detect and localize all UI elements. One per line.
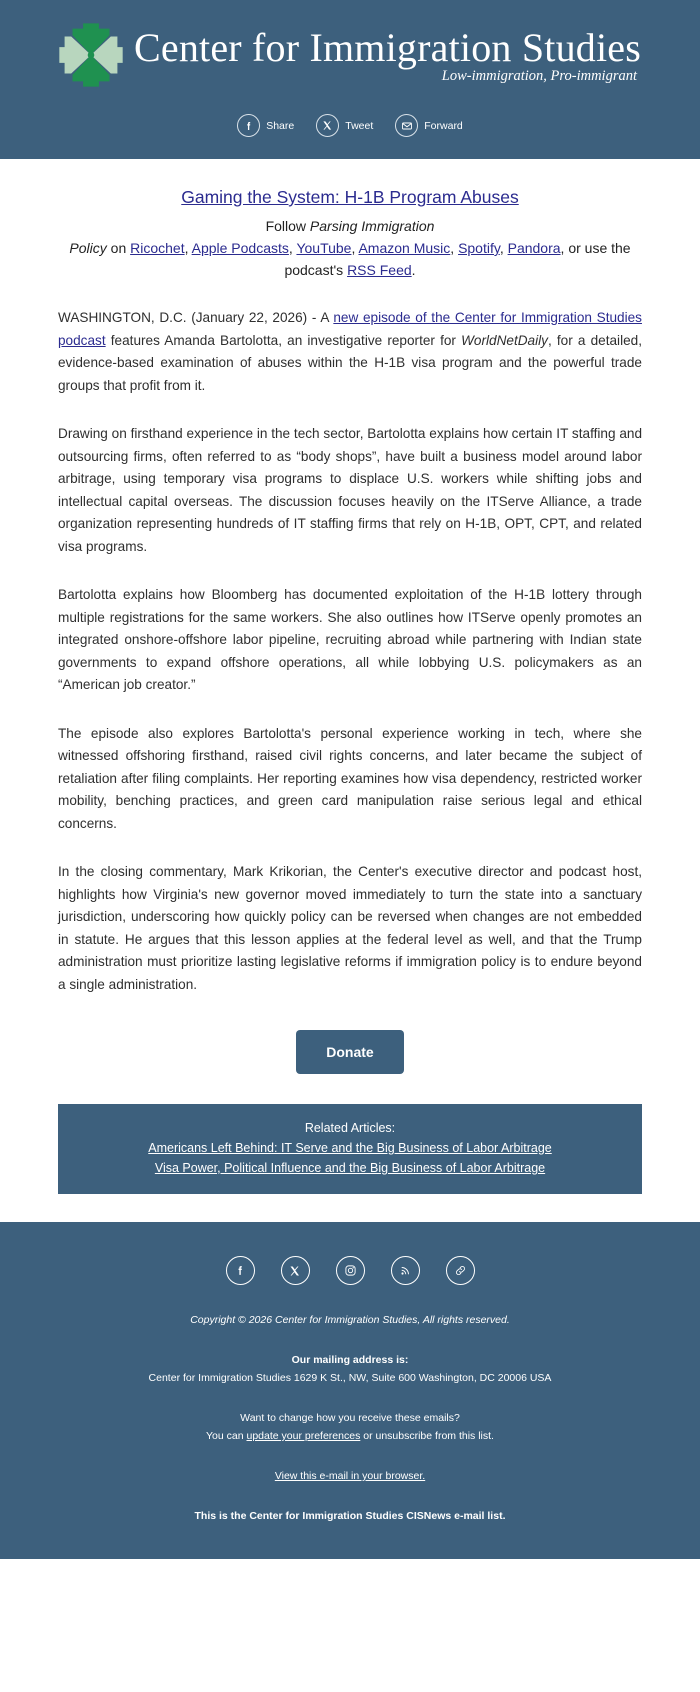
new-episode-link[interactable]: new episode of the Center for Immigration Studies podcast — [58, 310, 642, 348]
share-facebook-label: Share — [266, 119, 295, 132]
preferences-block — [40, 1409, 660, 1445]
share-facebook-button[interactable] — [237, 114, 294, 137]
share-tweet-label: Tweet — [345, 119, 374, 132]
mailing-address-value: Center for Immigration Studies 1629 K St., NW, Suite 600 Washington, DC 20006 USA — [148, 1372, 552, 1384]
platform-link-pandora[interactable]: Pandora — [507, 240, 561, 256]
list-identification-text: This is the Center for Immigration Studies CISNews e-mail list. — [194, 1510, 506, 1522]
share-forward-label: Forward — [424, 119, 463, 132]
p1-publication: WorldNetDaily — [461, 332, 548, 348]
platform-link-ricochet[interactable]: Ricochet — [130, 240, 185, 256]
email-header — [0, 0, 700, 159]
related-articles-title: Related Articles: — [304, 1121, 396, 1135]
preferences-prefix: You can — [206, 1430, 247, 1442]
preferences-line — [40, 1427, 660, 1445]
related-articles-box — [58, 1104, 642, 1194]
preferences-suffix: or unsubscribe from this list. — [360, 1430, 494, 1442]
footer-rss-icon[interactable] — [391, 1256, 420, 1285]
preferences-question: Want to change how you receive these emails? — [240, 1412, 460, 1424]
brand-block — [0, 22, 700, 88]
cis-four-arrow-logo-icon — [58, 22, 124, 88]
email-footer — [0, 1222, 700, 1559]
share-bar — [0, 88, 700, 159]
paragraph-5: In the closing commentary, Mark Krikorian, the Center's executive director and podcast host, highlights how Virginia's new governor moved immediately to turn the state into a sanctuary jurisdiction, underscoring how quickly policy can be reversed when changes are not embedded in statute. He argues that this lesson applies at the federal level as well, and that the Trump administration must prioritize lasting legislative reforms if immigration policy is to endure beyond a single administration. — [58, 864, 642, 992]
footer-instagram-icon[interactable] — [336, 1256, 365, 1285]
p1-lead: WASHINGTON, D.C. (January 22, 2026) - A — [58, 310, 334, 325]
related-article-link-1[interactable]: Americans Left Behind: IT Serve and the Big Business of Labor Arbitrage — [148, 1141, 552, 1155]
article-headline-link[interactable]: Gaming the System: H-1B Program Abuses — [181, 187, 519, 207]
brand-tagline: Low-immigration, Pro-immigrant — [441, 67, 638, 84]
article-body — [0, 159, 700, 1104]
mailing-address-label: Our mailing address is: — [291, 1354, 409, 1366]
platform-link-apple-podcasts[interactable]: Apple Podcasts — [191, 240, 289, 256]
podcast-policy-word: Policy — [69, 240, 107, 256]
paragraph-1 — [58, 307, 642, 397]
donate-section — [58, 996, 642, 1104]
podcast-name: Parsing Immigration — [309, 218, 435, 234]
p1-mid: features Amanda Bartolotta, an investigative reporter for — [105, 332, 462, 348]
brand-text — [134, 26, 641, 85]
view-in-browser-block — [40, 1467, 660, 1485]
follow-prefix: Follow — [265, 218, 310, 234]
brand-name: Center for Immigration Studies — [134, 24, 642, 70]
platform-link-youtube[interactable]: YouTube — [296, 240, 352, 256]
paragraph-4: The episode also explores Bartolotta's personal experience working in tech, where she witnessed offshoring firsthand, raised civil rights concerns, and later became the subject of retaliation after filing complaints. Her reporting examines how visa dependency, restricted worker mobility, benching practices, and green card manipulation raise serious legal and ethical concerns. — [58, 725, 642, 831]
footer-link-icon[interactable] — [446, 1256, 475, 1285]
paragraph-3: Bartolotta explains how Bloomberg has documented exploitation of the H-1B lottery through multiple registrations for the same workers. She also outlines how ITServe openly promotes an integrated onshore-offshore labor pipeline, recruiting abroad while partnering with Indian state governments to expand offshore operations, all while lobbying U.S. policymakers as an “American job creator.” — [58, 587, 642, 692]
footer-facebook-icon[interactable] — [226, 1256, 255, 1285]
rss-feed-link[interactable]: RSS Feed — [347, 262, 412, 278]
donate-button[interactable]: Donate — [296, 1030, 403, 1074]
facebook-icon — [237, 114, 260, 137]
envelope-icon — [395, 114, 418, 137]
platform-link-spotify[interactable]: Spotify — [458, 240, 500, 256]
paragraph-2: Drawing on firsthand experience in the tech sector, Bartolotta explains how certain IT staffing and outsourcing firms, often referred to as “body shops”, have built a business model around labor arbitrage, using temporary visa programs to displace U.S. workers while shifting jobs and intellectual capital overseas. The discussion focuses heavily on the ITServe Alliance, a trade organization representing hundreds of IT staffing firms that rely on H-1B, OPT, CPT, and related visa programs. — [58, 426, 642, 554]
footer-social-row — [40, 1256, 660, 1285]
p1-tail: , for a detailed, evidence-based examination of abuses within the H-1B visa program and the powerful trade groups that profit from it. — [58, 332, 642, 393]
x-twitter-icon — [316, 114, 339, 137]
related-article-link-2[interactable]: Visa Power, Political Influence and the Big Business of Labor Arbitrage — [154, 1161, 546, 1175]
footer-x-twitter-icon[interactable] — [281, 1256, 310, 1285]
copyright-text: Copyright © 2026 Center for Immigration Studies, All rights reserved. — [190, 1314, 510, 1326]
platform-link-amazon-music[interactable]: Amazon Music — [358, 240, 451, 256]
share-forward-button[interactable] — [395, 114, 463, 137]
share-tweet-button[interactable] — [316, 114, 373, 137]
on-word: on — [106, 240, 131, 256]
view-in-browser-link[interactable]: View this e-mail in your browser. — [274, 1470, 426, 1482]
podcast-follow-line: Follow Parsing Immigration Policy on Ricochet, Apple Podcasts, YouTube, Amazon Music, Spotify, Pandora, or use the podcast's RSS Feed. — [69, 218, 631, 278]
sentence-period: . — [411, 262, 416, 278]
update-preferences-link[interactable]: update your preferences — [246, 1430, 361, 1442]
or-use-text: , or use the podcast's — [284, 240, 631, 278]
